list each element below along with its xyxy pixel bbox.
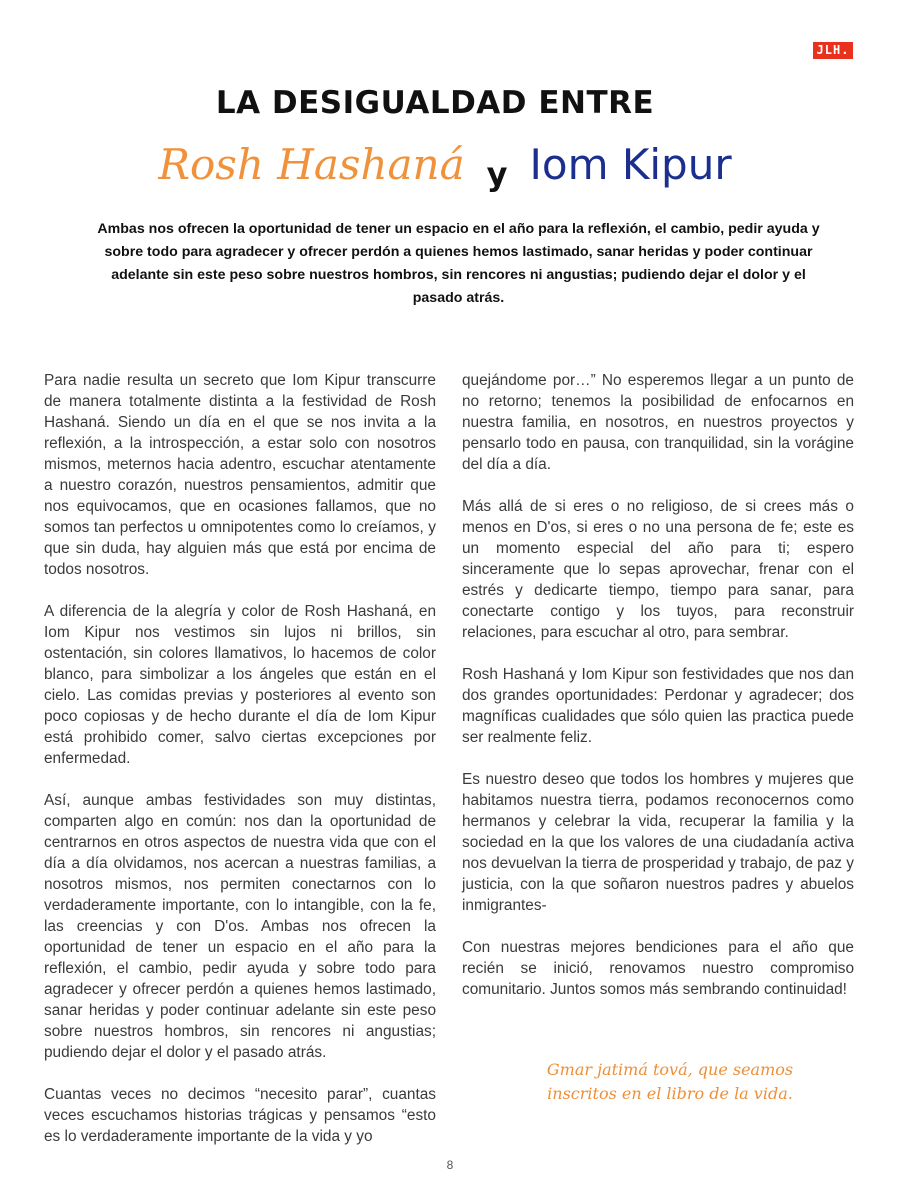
- closing-line: Gmar jatimá tová, que seamos: [546, 1060, 794, 1079]
- intro-paragraph: Ambas nos ofrecen la oportunidad de tener un espacio en el año para la reflexión, el cambio, pedir ayuda y sobre todo para agradecer y ofrecer perdón a quienes hemos lastimado, sanar heridas y poder continuar adelante sin este peso sobre nuestros hombros, sin rencores ni angustias; pudiendo dejar el dolor y el pasado atrás.: [97, 221, 820, 306]
- page-title: LA DESIGUALDAD ENTRE: [215, 85, 655, 121]
- right-column: [462, 370, 854, 1021]
- closing-line: inscritos en el libro de la vida.: [547, 1084, 793, 1103]
- subtitle-connector: y: [486, 155, 508, 193]
- paragraph: Así, aunque ambas festividades son muy distintas, comparten algo en común: nos dan la oportunidad de centrarnos en otros aspectos de nuestra vida que con el día a día olvidamos, nos acercan a nuestras familias, a nosotros mismos, nos permiten conectarnos con lo verdaderamente importante, con lo intangible, con la fe, las creencias y con D'os. Ambas nos ofrecen la oportunidad de tener un espacio en el año para la reflexión, el cambio, pedir ayuda y sobre todo para agradecer y ofrecer perdón a quienes hemos lastimado, sanar heridas y poder continuar adelante sin este peso sobre nuestros hombros, sin rencores ni angustias; pudiendo dejar el dolor y el pasado atrás.: [44, 792, 436, 1061]
- paragraph: Con nuestras mejores bendiciones para el año que recién se inició, renovamos nuestro compromiso comunitario. Juntos somos más sembrando continuidad!: [462, 939, 854, 998]
- paragraph: quejándome por…” No esperemos llegar a un punto de no retorno; tenemos la posibilidad de enfocarnos en nuestra familia, en nosotros, en nuestros proyectos y pensarlo todo en pausa, con tranquilidad, sin la vorágine del día a día.: [462, 372, 854, 473]
- closing-blessing: [500, 1058, 840, 1106]
- page-number: 8: [446, 1158, 454, 1172]
- subtitle: [0, 140, 890, 193]
- subtitle-iom-kipur: Iom Kipur: [529, 140, 732, 189]
- paragraph: Es nuestro deseo que todos los hombres y mujeres que habitamos nuestra tierra, podamos reconocernos como hermanos y celebrar la vida, recuperar la familia y la sociedad en la que los valores de una ciudadanía activa nos devuelvan la tierra de prosperidad y trabajo, de paz y justicia, con la que soñaron nuestros padres y abuelos inmigrantes-: [462, 771, 854, 914]
- paragraph: Más allá de si eres o no religioso, de si crees más o menos en D'os, si eres o no una persona de fe; este es un momento especial del año para ti; espero sinceramente que lo sepas aprovechar, frenar con el estrés y dedicarte tiempo, tiempo para sanar, para conectarte contigo y los tuyos, para reconstruir relaciones, para escuchar al otro, para sembrar.: [462, 498, 854, 641]
- paragraph: Cuantas veces no decimos “necesito parar”, cuantas veces escuchamos historias trágicas y pensamos “esto es lo verdaderamente importante de la vida y yo: [44, 1086, 436, 1145]
- publication-logo: JLH.: [813, 42, 853, 59]
- paragraph: Para nadie resulta un secreto que Iom Kipur transcurre de manera totalmente distinta a la festividad de Rosh Hashaná. Siendo un día en el que se nos invita a la reflexión, a la introspección, a estar solo con nosotros mismos, meternos hacia adentro, escuchar atentamente a nuestro corazón, nuestros pensamientos, admitir que nos equivocamos, que en ocasiones fallamos, que no somos tan perfectos u omnipotentes como lo creíamos, y que sin duda, hay alguien más que está por encima de todos nosotros.: [44, 372, 436, 578]
- paragraph: A diferencia de la alegría y color de Rosh Hashaná, en Iom Kipur nos vestimos sin lujos ni brillos, sin ostentación, sin colores llamativos, lo hacemos de color blanco, para simbolizar a los ángeles que están en el cielo. Las comidas previas y posteriores al evento son poco copiosas y de hecho durante el día de Iom Kipur está prohibido comer, salvo ciertas excepciones por enfermedad.: [44, 603, 436, 767]
- paragraph: Rosh Hashaná y Iom Kipur son festividades que nos dan dos grandes oportunidades: Perdonar y agradecer; dos magníficas cualidades que sólo quien las practica puede ser realmente feliz.: [462, 666, 854, 746]
- left-column: [44, 370, 436, 1168]
- subtitle-rosh-hashana: Rosh Hashaná: [158, 140, 465, 189]
